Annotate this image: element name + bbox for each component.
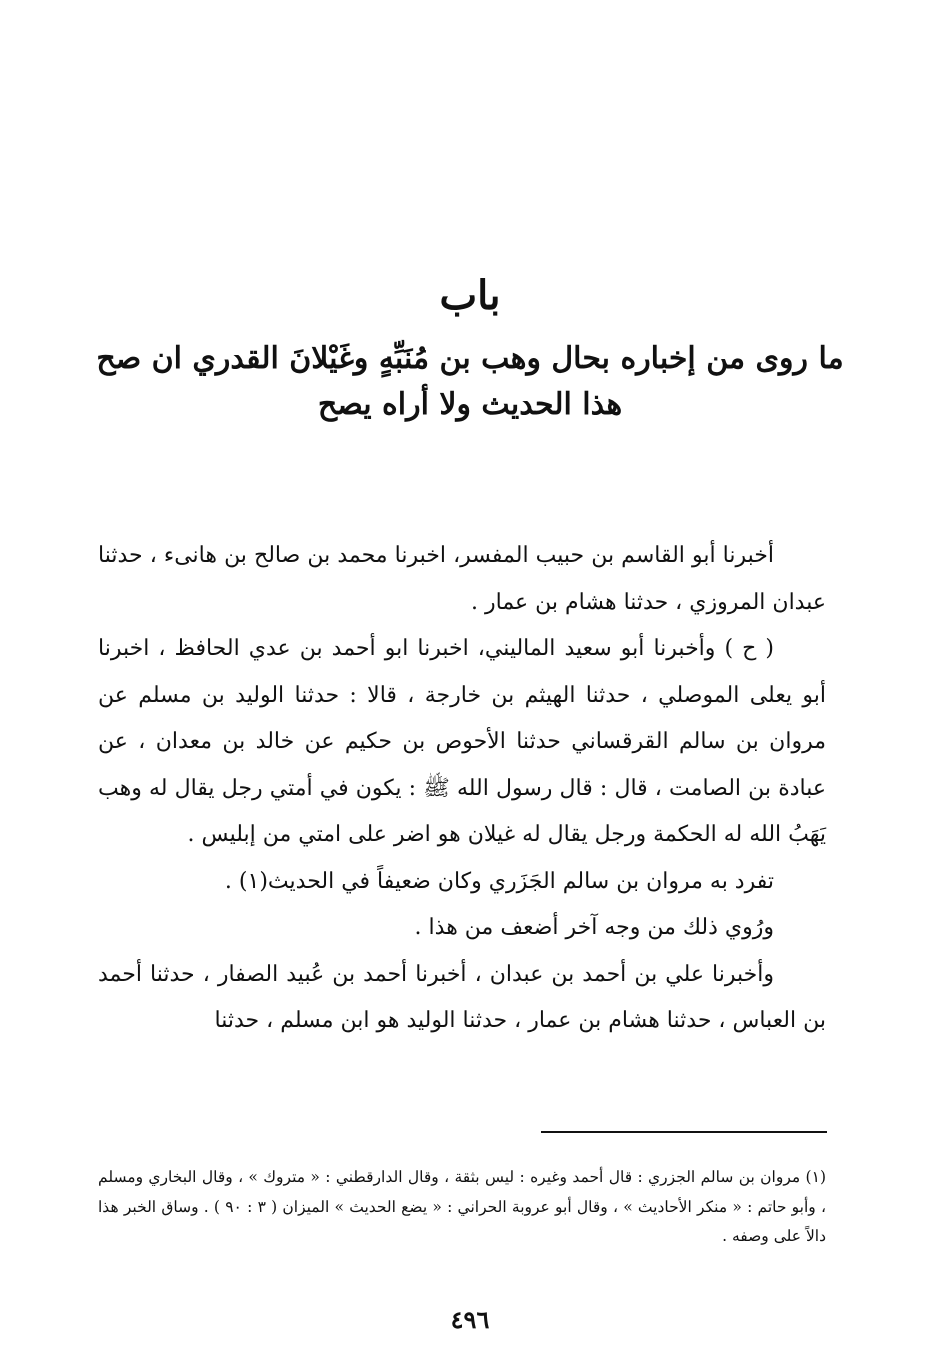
footnote <box>98 1163 826 1252</box>
footnote-divider <box>541 1131 827 1133</box>
main-text <box>98 533 826 1045</box>
footnote-text: (١) مروان بن سالم الجزري : قال أحمد وغيره : ليس بثقة ، وقال الدارقطني : « متروك » ، وقال البخاري ومسلم ، وأبو حاتم : « منكر الأحاديث » ، وقال أبو عروبة الحراني : « يضع الحديث » الميزان ( ٣ : ٩٠ ) . وساق الخبر هذا دالاً على وصفه . <box>98 1168 827 1245</box>
chapter-heading: باب <box>439 272 501 319</box>
paragraph <box>98 859 826 906</box>
footnote-reference: (١) . <box>224 868 268 894</box>
paragraph: وأخبرنا علي بن أحمد بن عبدان ، أخبرنا أحمد بن عُبيد الصفار ، حدثنا أحمد بن العباس ، حدثنا هشام بن عمار ، حدثنا الوليد هو ابن مسلم ، حدثنا <box>98 961 826 1033</box>
paragraph: ( ح ) وأخبرنا أبو سعيد الماليني، اخبرنا ابو أحمد بن عدي الحافظ ، اخبرنا أبو يعلى الموصلي ، حدثنا الهيثم بن خارجة ، قالا : حدثنا الوليد بن مسلم عن مروان بن سالم القرقساني حدثنا الأحوص بن حكيم عن خالد بن معدان ، عن عبادة بن الصامت ، قال : قال رسول الله ﷺ : يكون في أمتي رجل يقال له وهب يَهَبُ الله له الحكمة ورجل يقال له غيلان هو اضر على امتي من إبليس . <box>98 636 827 847</box>
page-number: ٤٩٦ <box>450 1305 490 1334</box>
paragraph: ورُوي ذلك من وجه آخر أضعف من هذا . <box>414 915 774 940</box>
paragraph-text: تفرد به مروان بن سالم الجَزَري وكان ضعيفاً في الحديث <box>267 868 774 894</box>
paragraph: أخبرنا أبو القاسم بن حبيب المفسر، اخبرنا محمد بن صالح بن هانىء ، حدثنا عبدان المروزي ، حدثنا هشام بن عمار . <box>98 543 826 615</box>
chapter-subtitle: ما روى من إخباره بحال وهب بن مُنَبِّهٍ وغَيْلانَ القدري ان صح هذا الحديث ولا أراه يصح <box>96 341 844 422</box>
